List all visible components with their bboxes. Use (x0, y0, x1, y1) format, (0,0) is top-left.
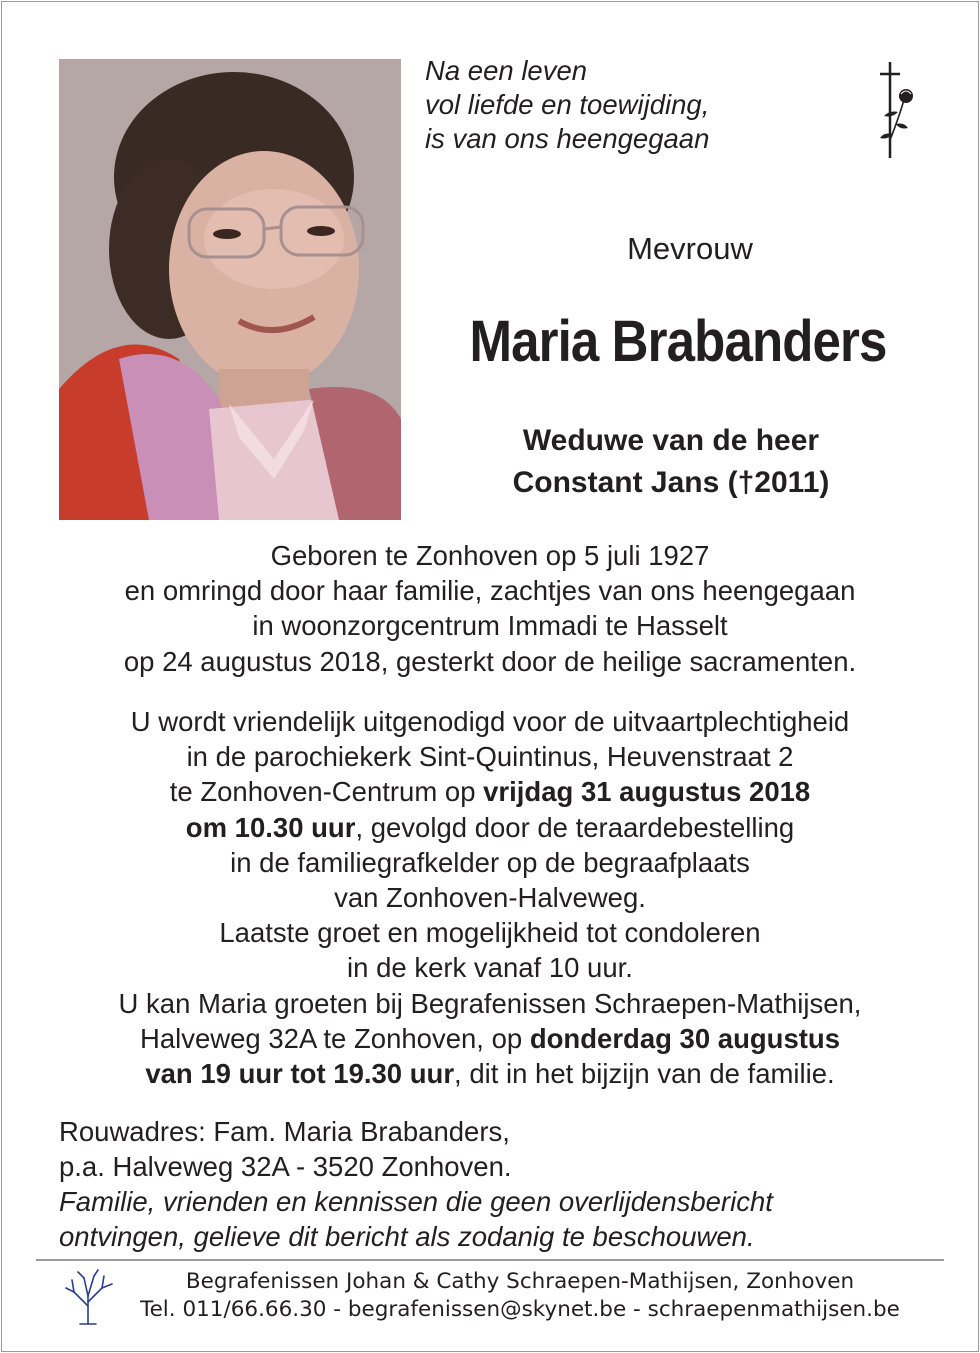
paragraph-line: in de parochiekerk Sint-Quintinus, Heuvenstraat 2 (186, 741, 794, 773)
address-line: Rouwadres: Fam. Maria Brabanders, (59, 1116, 510, 1147)
deceased-name: Maria Brabanders (469, 309, 887, 374)
funeral-time: om 10.30 uur (185, 811, 356, 843)
birth-death-paragraph (20, 538, 960, 679)
footer-company: Begrafenissen Johan & Cathy Schraepen-Mathijsen, Zonhoven (185, 1269, 855, 1294)
paragraph-line (20, 1056, 960, 1091)
address-line: p.a. Halveweg 32A - 3520 Zonhoven. (59, 1151, 512, 1182)
paragraph-line (20, 1021, 960, 1056)
visitation-date: donderdag 30 augustus (529, 1022, 841, 1054)
line-text: , dit in het bijzijn van de familie. (454, 1058, 835, 1090)
paragraph-line: in woonzorgcentrum Immadi te Hasselt (252, 610, 728, 642)
paragraph-line: van Zonhoven-Halveweg. (334, 882, 646, 914)
footer-divider (36, 1259, 944, 1261)
line-text: , gevolgd door de teraardebestelling (355, 811, 795, 843)
paragraph-line: U wordt vriendelijk uitgenodigd voor de uitvaartplechtigheid (130, 706, 850, 737)
widow-line: Weduwe van de heer (522, 424, 820, 457)
mourning-address (59, 1114, 512, 1184)
paragraph-line: Geboren te Zonhoven op 5 juli 1927 (270, 540, 710, 571)
footer-contact: Tel. 011/66.66.30 - begrafenissen@skynet.be - schraepenmathijsen.be (140, 1297, 900, 1322)
intro-line: is van ons heengegaan (425, 123, 710, 154)
portrait-photo (59, 59, 401, 520)
title-prefix: Mevrouw (627, 231, 753, 266)
note-line: Familie, vrienden en kennissen die geen overlijdensbericht (59, 1186, 773, 1217)
funeral-paragraph (20, 704, 960, 1091)
intro-line: Na een leven (425, 55, 588, 86)
paragraph-line: op 24 augustus 2018, gesterkt door de heilige sacramenten. (123, 645, 857, 677)
visitation-time: van 19 uur tot 19.30 uur (145, 1058, 455, 1090)
widow-of (418, 420, 924, 504)
line-text: te Zonhoven-Centrum op (169, 776, 484, 808)
funeral-date: vrijdag 31 augustus 2018 (483, 776, 811, 808)
intro-line: vol liefde en toewijding, (425, 89, 710, 120)
paragraph-line: in de familiegrafkelder op de begraafplaats (230, 846, 750, 878)
intro-text (425, 54, 805, 156)
paragraph-line (20, 774, 960, 809)
paragraph-line (20, 810, 960, 845)
paragraph-line: U kan Maria groeten bij Begrafenissen Schraepen-Mathijsen, (118, 987, 862, 1019)
cross-rose-icon (868, 60, 920, 160)
paragraph-line: in de kerk vanaf 10 uur. (347, 952, 633, 984)
paragraph-line: en omringd door haar familie, zachtjes van ons heengegaan (124, 575, 856, 607)
notice-note (59, 1184, 773, 1254)
paragraph-line: Laatste groet en mogelijkheid tot condoleren (219, 917, 761, 949)
widow-line: Constant Jans (†2011) (512, 466, 830, 499)
note-line: ontvingen, gelieve dit bericht als zodanig te beschouwen. (59, 1221, 755, 1252)
line-text: Halveweg 32A te Zonhoven, op (139, 1022, 530, 1054)
